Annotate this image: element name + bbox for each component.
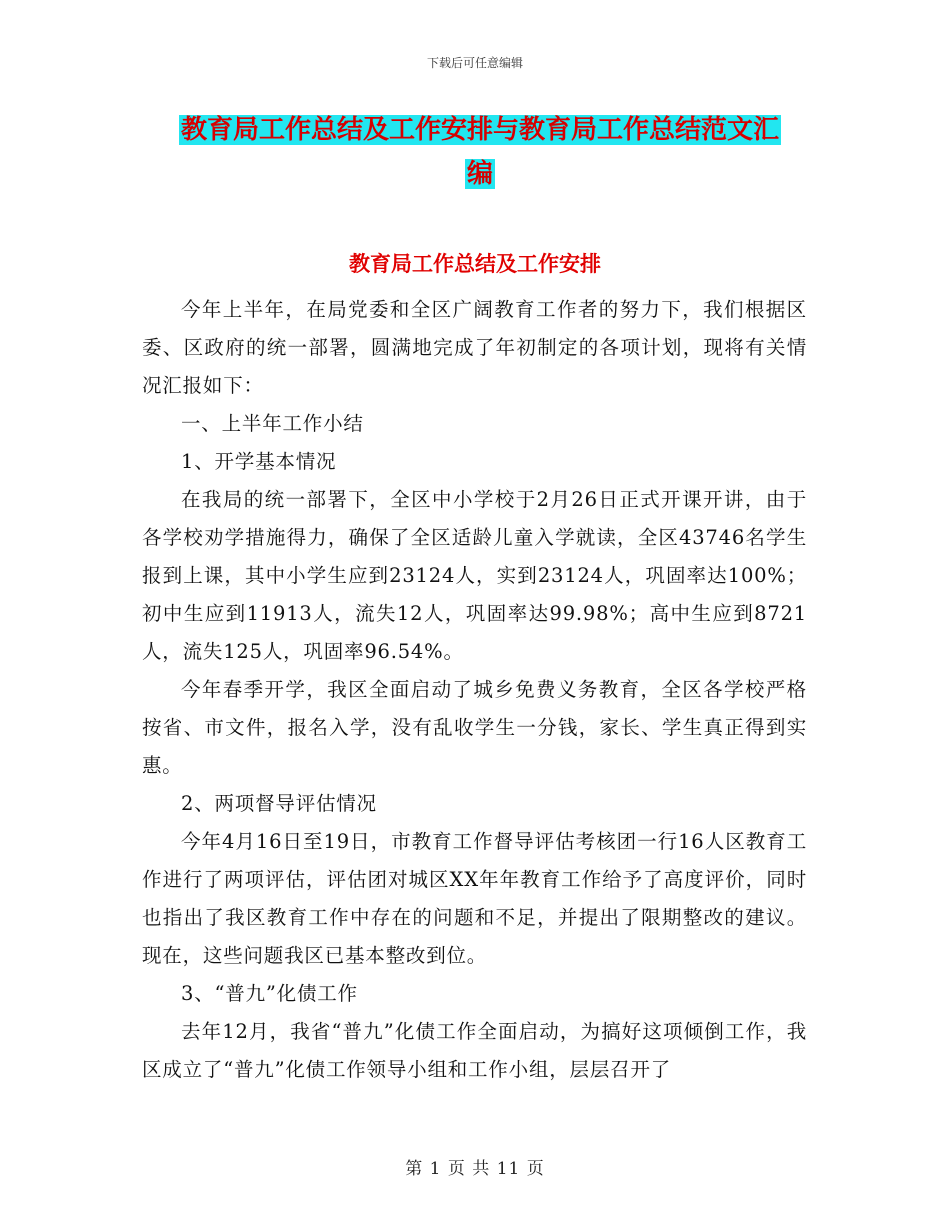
paragraph: 在我局的统一部署下，全区中小学校于2月26日正式开课开讲，由于各学校劝学措施得力，确保了全区适龄儿童入学就读，全区43746名学生报到上课，其中小学生应到23124人，实到23124人，巩固率达100%；初中生应到11913人，流失12人，巩固率达99.98%；高中生应到8721人，流失125人，巩固率96.54%。 (142, 488, 807, 663)
paragraph: 今年4月16日至19日，市教育工作督导评估考核团一行16人区教育工作进行了两项评估，评估团对城区XX年年教育工作给予了高度评价，同时也指出了我区教育工作中存在的问题和不足，并提出了限期整改的建议。现在，这些问题我区已基本整改到位。 (142, 830, 807, 967)
paragraph: 今年春季开学，我区全面启动了城乡免费义务教育，全区各学校严格按省、市文件，报名入学，没有乱收学生一分钱，家长、学生真正得到实惠。 (142, 678, 807, 777)
paragraph: 3、“普九”化债工作 (181, 982, 358, 1005)
paragraph: 今年上半年，在局党委和全区广阔教育工作者的努力下，我们根据区委、区政府的统一部署，圆满地完成了年初制定的各项计划，现将有关情况汇报如下： (142, 298, 807, 397)
page-footer: 第 1 页 共 11 页 (405, 1159, 545, 1179)
section-title: 教育局工作总结及工作安排 (349, 252, 601, 276)
paragraph: 去年12月，我省“普九”化债工作全面启动，为搞好这项倾倒工作，我区成立了“普九”化债工作领导小组和工作小组，层层召开了 (142, 1020, 807, 1081)
header-note: 下载后可任意编辑 (426, 56, 523, 70)
body-text (142, 291, 807, 1089)
paragraph: 2、两项督导评估情况 (181, 792, 377, 815)
title-line-1: 教育局工作总结及工作安排与教育局工作总结范文汇 (180, 115, 779, 145)
paragraph: 一、上半年工作小结 (181, 412, 364, 435)
title-line-2: 编 (466, 159, 493, 189)
document-title (140, 108, 820, 196)
paragraph: 1、开学基本情况 (181, 450, 337, 473)
